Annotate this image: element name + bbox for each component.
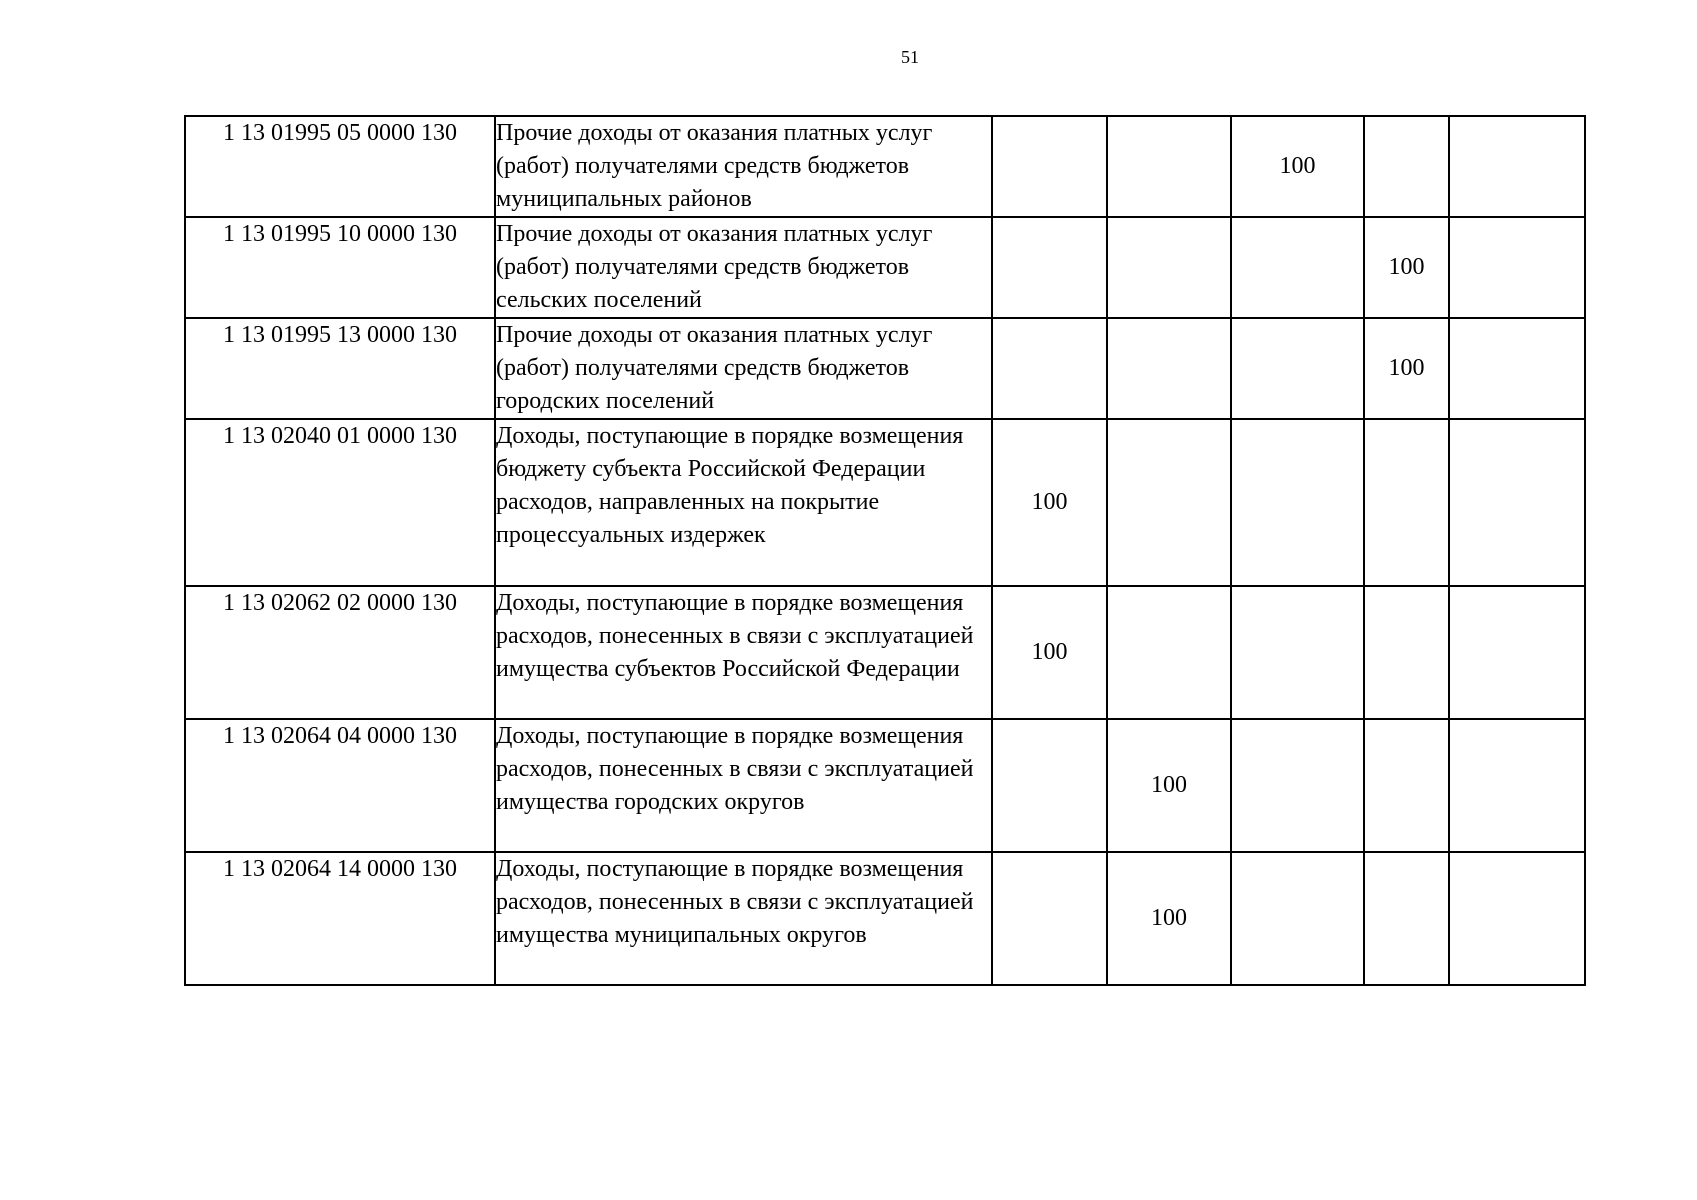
value-cell (1364, 586, 1449, 719)
value-cell (1449, 116, 1585, 217)
value-cell: 100 (1364, 318, 1449, 419)
value-cell (1449, 719, 1585, 852)
value-cell (1449, 586, 1585, 719)
value-cell (1449, 852, 1585, 985)
revenue-code-cell: 1 13 02040 01 0000 130 (185, 419, 495, 586)
revenue-code-cell: 1 13 01995 05 0000 130 (185, 116, 495, 217)
table-row (185, 318, 1585, 419)
value-cell (1364, 419, 1449, 586)
value-cell (992, 116, 1107, 217)
table-row (185, 116, 1585, 217)
description-cell: Доходы, поступающие в порядке возмещения расходов, понесенных в связи с эксплуатацией имущества городских округов (495, 719, 992, 852)
page-number: 51 (901, 47, 919, 67)
table-row (185, 719, 1585, 852)
value-cell (1449, 217, 1585, 318)
value-cell (992, 318, 1107, 419)
revenue-code-cell: 1 13 02064 04 0000 130 (185, 719, 495, 852)
value-cell: 100 (992, 419, 1107, 586)
value-cell (1449, 419, 1585, 586)
description-cell: Доходы, поступающие в порядке возмещения расходов, понесенных в связи с эксплуатацией имущества муниципальных округов (495, 852, 992, 985)
table-row (185, 419, 1585, 586)
value-cell (1231, 586, 1364, 719)
value-cell (1449, 318, 1585, 419)
description-cell: Прочие доходы от оказания платных услуг (работ) получателями средств бюджетов сельских поселений (495, 217, 992, 318)
value-cell (992, 719, 1107, 852)
value-cell (1107, 318, 1231, 419)
value-cell: 100 (1107, 852, 1231, 985)
value-cell: 100 (992, 586, 1107, 719)
table-row (185, 586, 1585, 719)
description-cell: Прочие доходы от оказания платных услуг (работ) получателями средств бюджетов городских поселений (495, 318, 992, 419)
value-cell (1231, 217, 1364, 318)
value-cell (1231, 719, 1364, 852)
value-cell (1107, 116, 1231, 217)
revenue-code-cell: 1 13 01995 10 0000 130 (185, 217, 495, 318)
value-cell: 100 (1364, 217, 1449, 318)
value-cell (1107, 586, 1231, 719)
revenue-code-cell: 1 13 02062 02 0000 130 (185, 586, 495, 719)
revenue-code-cell: 1 13 01995 13 0000 130 (185, 318, 495, 419)
value-cell (1231, 318, 1364, 419)
value-cell (992, 852, 1107, 985)
value-cell (1364, 852, 1449, 985)
value-cell (992, 217, 1107, 318)
revenue-code-cell: 1 13 02064 14 0000 130 (185, 852, 495, 985)
budget-revenue-table (184, 115, 1586, 986)
value-cell (1231, 852, 1364, 985)
value-cell (1107, 217, 1231, 318)
value-cell (1364, 719, 1449, 852)
table-row (185, 852, 1585, 985)
value-cell (1364, 116, 1449, 217)
value-cell: 100 (1107, 719, 1231, 852)
description-cell: Доходы, поступающие в порядке возмещения расходов, понесенных в связи с эксплуатацией имущества субъектов Российской Федерации (495, 586, 992, 719)
value-cell (1231, 419, 1364, 586)
value-cell (1107, 419, 1231, 586)
description-cell: Прочие доходы от оказания платных услуг (работ) получателями средств бюджетов муниципальных районов (495, 116, 992, 217)
table-row (185, 217, 1585, 318)
value-cell: 100 (1231, 116, 1364, 217)
description-cell: Доходы, поступающие в порядке возмещения бюджету субъекта Российской Федерации расходов, направленных на покрытие процессуальных издержек (495, 419, 992, 586)
